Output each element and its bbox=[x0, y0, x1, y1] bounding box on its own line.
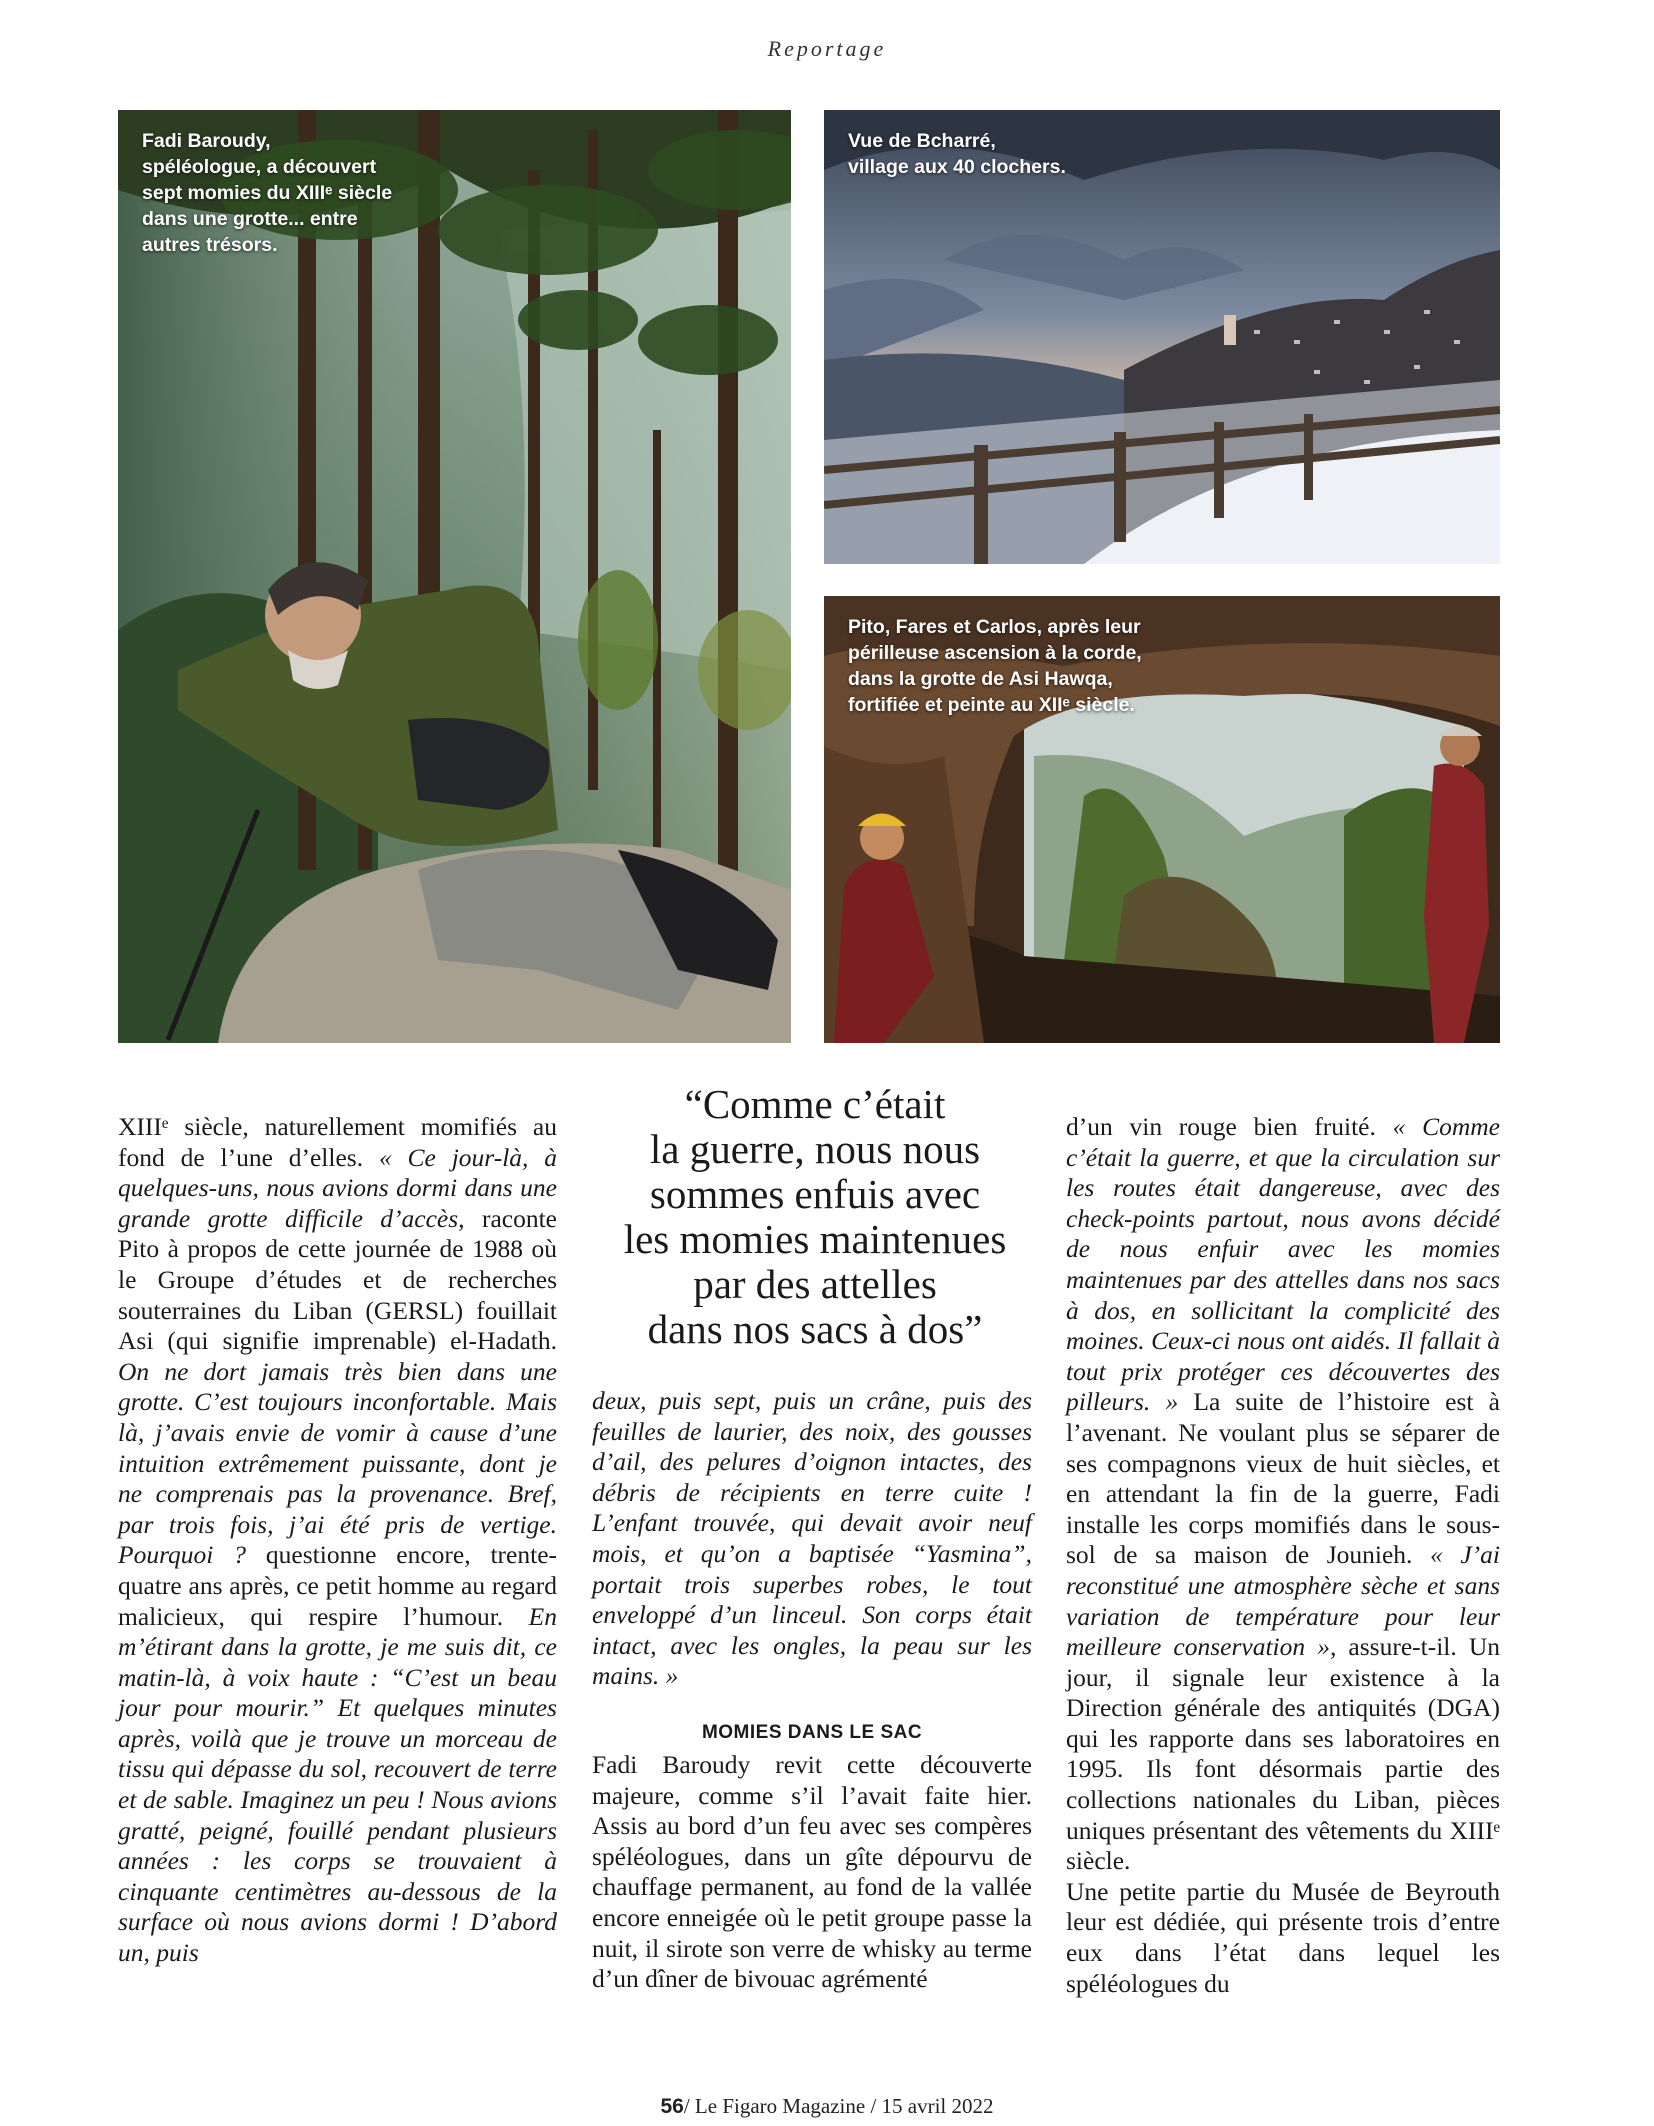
article-column-2-bottom bbox=[592, 1750, 1032, 1995]
caption-line: dans la grotte de Asi Hawqa, bbox=[848, 668, 1113, 690]
text-run-italic: « Comme c’était la guerre, et que la circulation sur les routes était dangereuse, avec des check-points partout, nous avons décidé de nous enfuir avec les momies maintenues par des attelles dans nos sacs à dos, en sollicitant la complicité des moines. Ceux-ci nous ont aidés. Il fallait à tout prix protéger ces découvertes des pilleurs. » bbox=[1066, 1112, 1500, 1417]
caption-line: autres trésors. bbox=[142, 234, 278, 256]
text-run: La suite de l’histoire est à l’avenant. Ne voulant plus se séparer de ses compagnons vieux de huit siècles, et en attendant la fin de la guerre, Fadi installe les corps momifiés dans le sous-sol de sa maison de Jounieh. bbox=[1066, 1387, 1500, 1570]
caption-line: sept momies du XIIIᵉ siècle bbox=[142, 182, 393, 204]
text-run-italic: « Ce jour-là, à quelques-uns, nous avions dormi dans une grande grotte difficile d’accès, bbox=[118, 1142, 557, 1233]
article-column-3 bbox=[1066, 1112, 1500, 1999]
text-run-italic: « J’ai reconstitué une atmosphère sèche et sans variation de température pour leur meilleure conservation », bbox=[1066, 1540, 1500, 1662]
pull-quote-line: par des attelles bbox=[693, 1261, 937, 1307]
section-subhead: MOMIES DANS LE SAC bbox=[701, 1722, 923, 1743]
column-2-paragraph bbox=[592, 1386, 1032, 1692]
text-run: d’un vin rouge bien fruité. bbox=[1066, 1112, 1393, 1141]
pull-quote-line: “Comme c’était bbox=[684, 1081, 946, 1127]
text-run: XIIIᵉ siècle, naturellement momifiés au fond de l’une d’elles. bbox=[118, 1112, 557, 1172]
text-run: Une petite partie du Musée de Beyrouth leur est dédiée, qui présente trois d’entre eux dans l’état dans lequel les spéléologues du bbox=[1066, 1876, 1500, 1998]
pull-quote-line: la guerre, nous nous bbox=[649, 1126, 981, 1172]
text-run-italic: deux, puis sept, puis un crâne, puis des feuilles de laurier, des noix, des gousses d’ail, des pelures d’oignon intactes, des débris de récipients en terre cuite ! L’enfant trouvée, qui devait avoir neuf mois, et qu’on a baptisée “Yasmina”, portait trois superbes robes, le tout enveloppé d’un linceul. Son corps était intact, avec les ongles, la peau sur les mains. » bbox=[592, 1386, 1032, 1691]
page-number: 56 bbox=[660, 2095, 684, 2118]
caption-bcharre bbox=[848, 128, 1208, 180]
pull-quote-line: les momies maintenues bbox=[623, 1216, 1007, 1262]
caption-line: spéléologue, a découvert bbox=[142, 156, 377, 178]
column-3-paragraph bbox=[1066, 1112, 1500, 1877]
page-footer bbox=[0, 2094, 1654, 2119]
article-column-1 bbox=[118, 1112, 557, 1969]
caption-speleologist bbox=[142, 128, 502, 258]
rubric-label: Reportage bbox=[767, 36, 887, 61]
pull-quote bbox=[592, 1082, 1038, 1352]
column-1-paragraph bbox=[118, 1112, 557, 1969]
caption-line: Fadi Baroudy, bbox=[142, 130, 271, 152]
caption-line: fortifiée et peinte au XIIᵉ siècle. bbox=[848, 694, 1135, 716]
column-3-paragraph bbox=[1066, 1877, 1500, 1999]
caption-line: village aux 40 clochers. bbox=[848, 156, 1066, 178]
caption-line: Vue de Bcharré, bbox=[848, 130, 996, 152]
text-run: Fadi Baroudy revit cette découverte majeure, comme s’il l’avait faite hier. Assis au bord d’un feu avec ses compères spéléologues, dans un gîte dépourvu de chauffage permanent, au fond de la vallée encore enneigée où le petit groupe passe la nuit, il sirote son verre de whisky au terme d’un dîner de bivouac agrémenté bbox=[592, 1750, 1032, 1994]
pull-quote-line: dans nos sacs à dos” bbox=[647, 1306, 983, 1352]
text-run-italic: En m’étirant dans la grotte, je me suis dit, ce matin-là, à voix haute : “C’est un beau jour pour mourir.” Et quelques minutes après, voilà que je trouve un morceau de tissu qui dépasse du sol, recouvert de terre et de sable. Imaginez un peu ! Nous avions gratté, peigné, fouillé pendant plusieurs années : les corps se trouvaient à cinquante centimètres au-dessous de la surface où nous avions dormi ! D’abord un, puis bbox=[118, 1601, 557, 1968]
text-run: questionne encore, trente-quatre ans après, ce petit homme au regard malicieux, qui respire l’humour. bbox=[118, 1540, 558, 1631]
caption-line: Pito, Fares et Carlos, après leur bbox=[848, 616, 1141, 638]
caption-line: périlleuse ascension à la corde, bbox=[848, 642, 1142, 664]
caption-cave bbox=[848, 614, 1268, 718]
text-run-italic: On ne dort jamais très bien dans une grotte. C’est toujours inconfortable. Mais là, j’avais envie de vomir à cause d’une intuition extrêmement puissante, dont je ne comprenais pas la provenance. Bref, par trois fois, j’ai été pris de vertige. Pourquoi ? bbox=[118, 1356, 557, 1570]
article-column-2-top bbox=[592, 1386, 1032, 1692]
text-run: raconte Pito à propos de cette journée de 1988 où le Groupe d’études et de recherches souterraines du Liban (GERSL) fouillait Asi (qui signifie imprenable) el-Hadath. bbox=[118, 1203, 557, 1356]
publication-info: / Le Figaro Magazine / 15 avril 2022 bbox=[683, 2094, 994, 2118]
column-2-paragraph bbox=[592, 1750, 1032, 1995]
pull-quote-line: sommes enfuis avec bbox=[649, 1171, 981, 1217]
text-run: assure-t-il. Un jour, il signale leur existence à la Direction générale des antiquités (DGA) qui les rapporte dans ses laboratoires en 1995. Ils font désormais partie des collections nationales du Liban, pièces uniques présentant des vêtements du XIIIᵉ siècle. bbox=[1066, 1632, 1500, 1876]
caption-line: dans une grotte... entre bbox=[142, 208, 358, 230]
